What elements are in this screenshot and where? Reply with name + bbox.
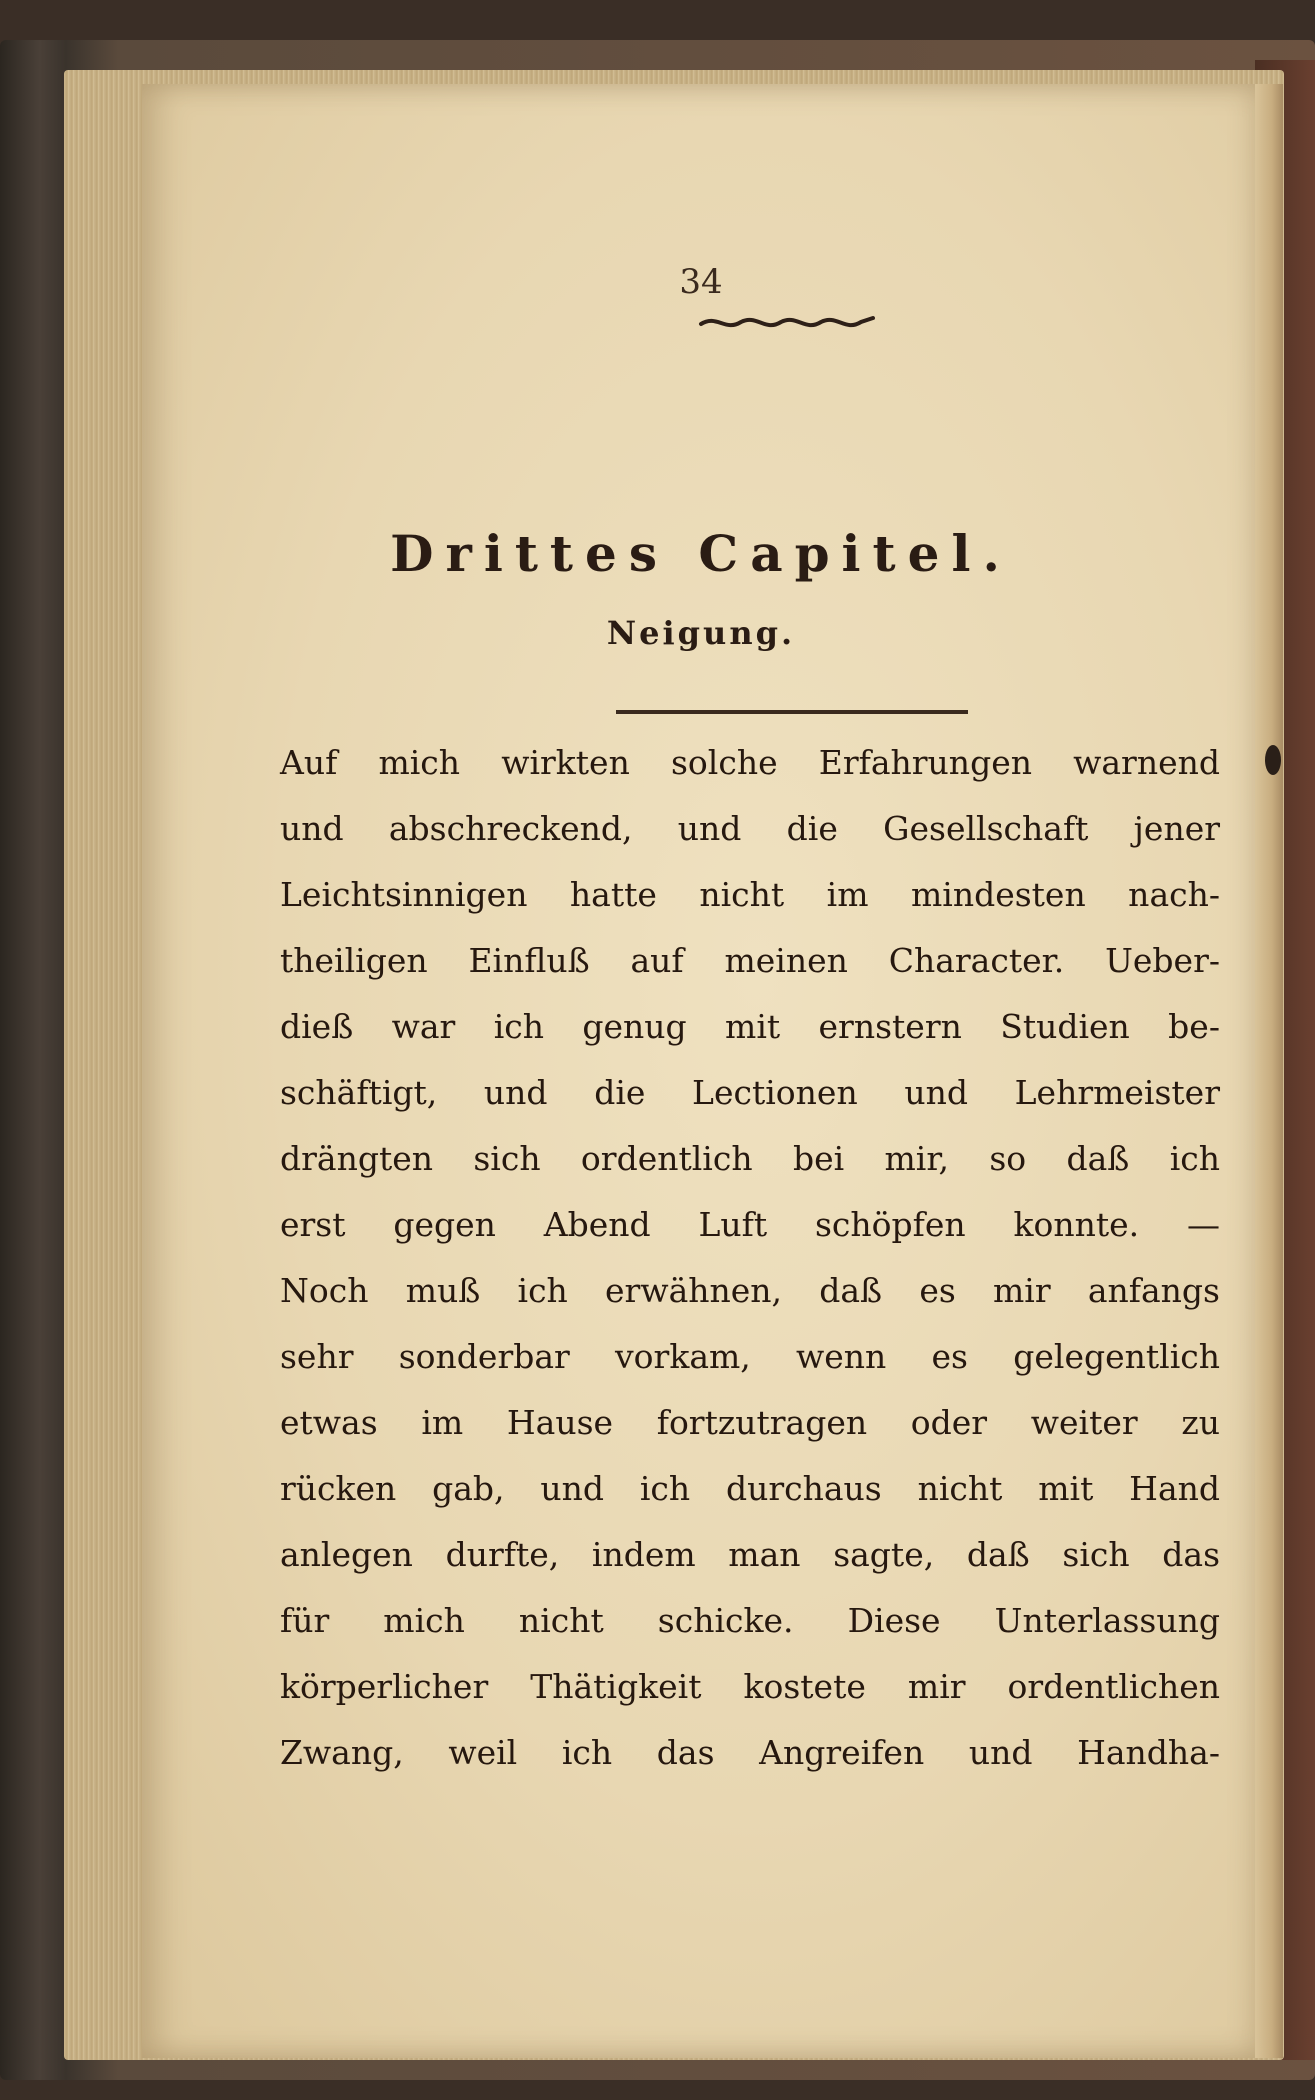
text-line: Auf mich wirkten solche Erfahrungen warnend: [280, 743, 1220, 782]
text-line: Zwang, weil ich das Angreifen und Handha-: [280, 1733, 1220, 1772]
text-line: Noch muß ich erwähnen, daß es mir anfangs: [280, 1271, 1220, 1310]
text-line: körperlicher Thätigkeit kostete mir ordentlichen: [280, 1667, 1220, 1706]
chapter-title: Drittes Capitel.: [390, 524, 1012, 583]
body-text: [280, 730, 1220, 1786]
text-line: erst gegen Abend Luft schöpfen konnte. —: [280, 1205, 1220, 1244]
text-line: und abschreckend, und die Gesellschaft jener: [280, 809, 1220, 848]
text-line: etwas im Hause fortzutragen oder weiter zu: [280, 1403, 1220, 1442]
text-line: theiligen Einfluß auf meinen Character. Ueber-: [280, 941, 1220, 980]
page-gutter: [1255, 84, 1283, 2058]
text-line: für mich nicht schicke. Diese Unterlassung: [280, 1601, 1220, 1640]
page-number: 34: [679, 262, 723, 302]
wave-ornament-icon: [697, 310, 877, 334]
text-line: Leichtsinnigen hatte nicht im mindesten nach-: [280, 875, 1220, 914]
text-line: drängten sich ordentlich bei mir, so daß ich: [280, 1139, 1220, 1178]
chapter-subtitle: Neigung.: [606, 614, 796, 652]
text-line: dieß war ich genug mit ernstern Studien be-: [280, 1007, 1220, 1046]
text-line: anlegen durfte, indem man sagte, daß sich das: [280, 1535, 1220, 1574]
title-divider: [616, 710, 968, 714]
text-line: rücken gab, und ich durchaus nicht mit Hand: [280, 1469, 1220, 1508]
ink-spot: [1265, 745, 1281, 775]
text-line: sehr sonderbar vorkam, wenn es gelegentlich: [280, 1337, 1220, 1376]
text-line: schäftigt, und die Lectionen und Lehrmeister: [280, 1073, 1220, 1112]
